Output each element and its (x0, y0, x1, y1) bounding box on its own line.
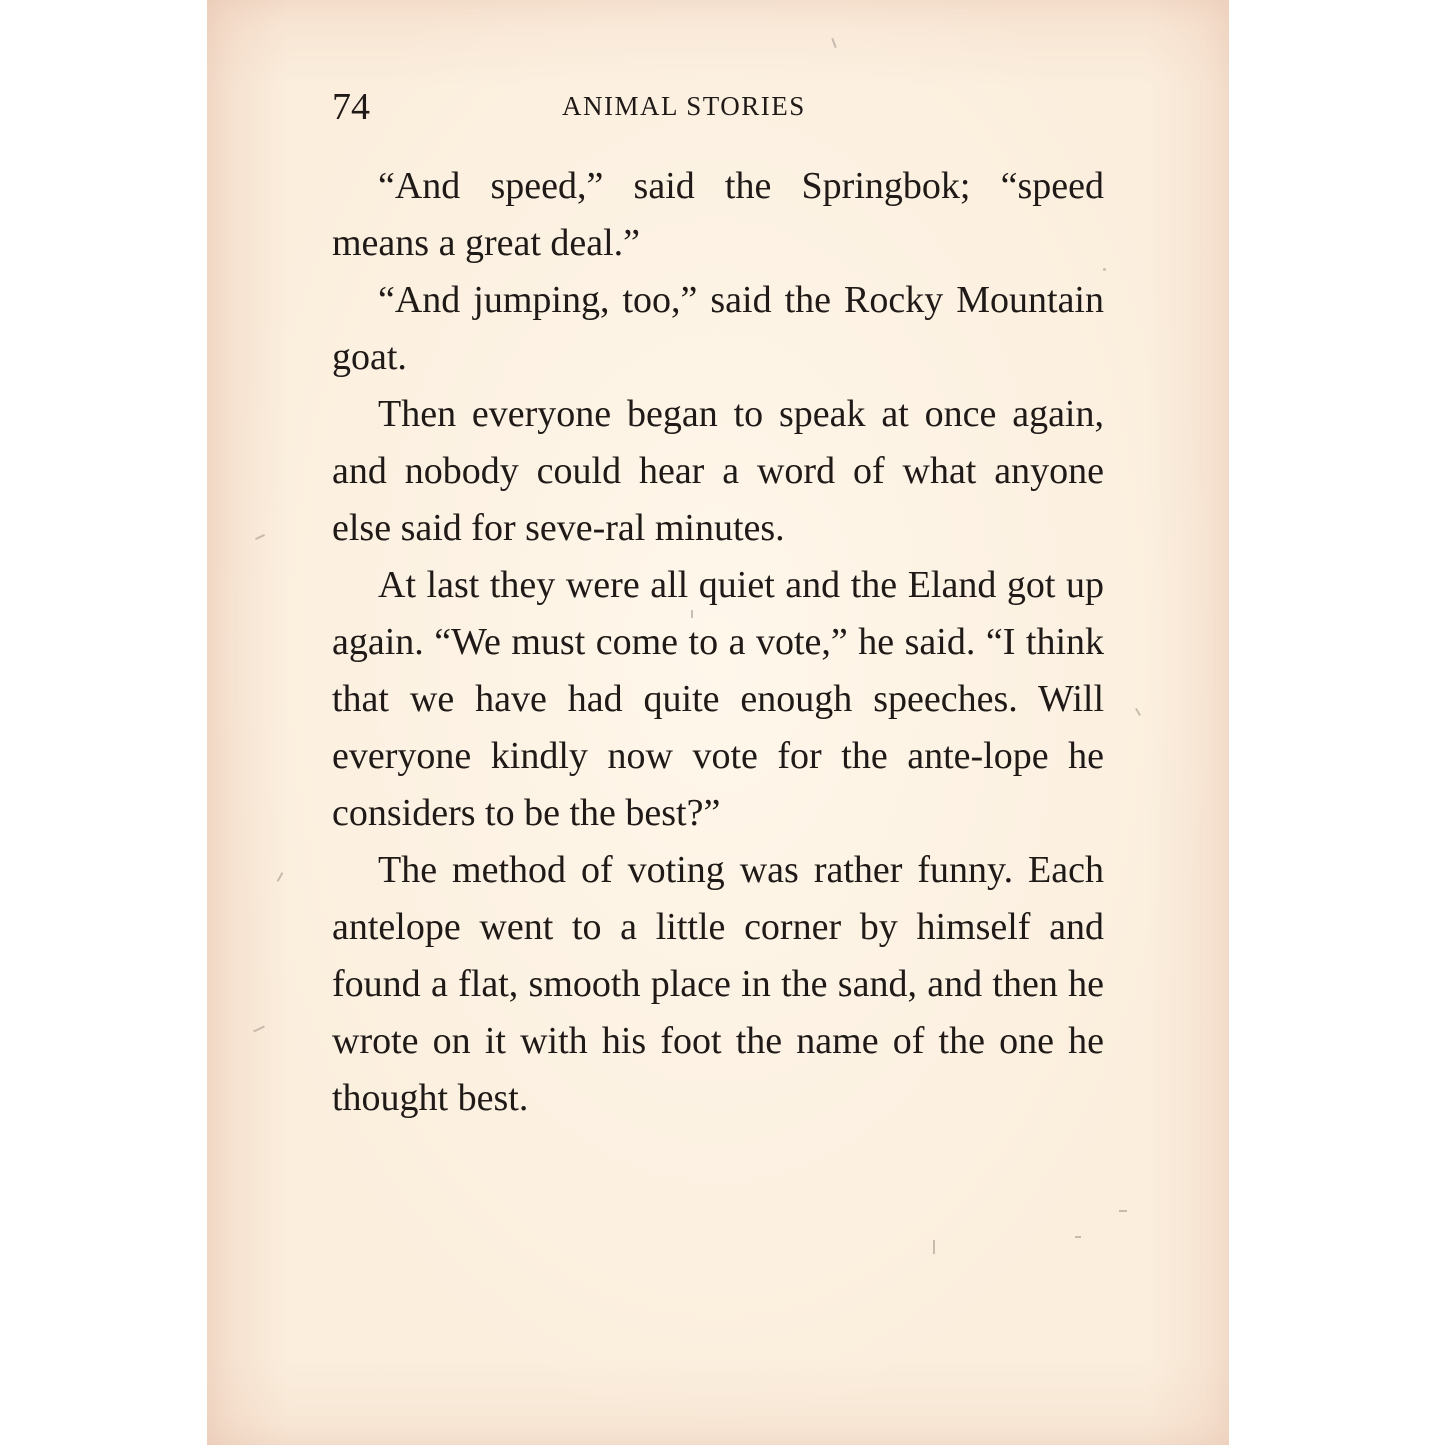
paragraph: “And jumping, too,” said the Rocky Mountain goat. (332, 279, 1104, 378)
page-number: 74 (332, 86, 370, 128)
paragraph: At last they were all quiet and the Eland got up again. “We must come to a vote,” he said. “I think that we have had quite enough speeches. Will everyone kindly now vote for the ante-lope he considers to be the best?” (332, 564, 1104, 834)
paragraph: Then everyone began to speak at once again, and nobody could hear a word of what anyone else said for seve-ral minutes. (332, 393, 1104, 549)
page-header (332, 80, 1104, 130)
paragraph: The method of voting was rather funny. Each antelope went to a little corner by himself and found a flat, smooth place in the sand, and then he wrote on it with his foot the name of the one he thought best. (332, 849, 1104, 1119)
story-text (332, 158, 1104, 1127)
running-title: ANIMAL STORIES (562, 91, 806, 121)
paragraph: “And speed,” said the Springbok; “speed means a great deal.” (332, 165, 1104, 264)
